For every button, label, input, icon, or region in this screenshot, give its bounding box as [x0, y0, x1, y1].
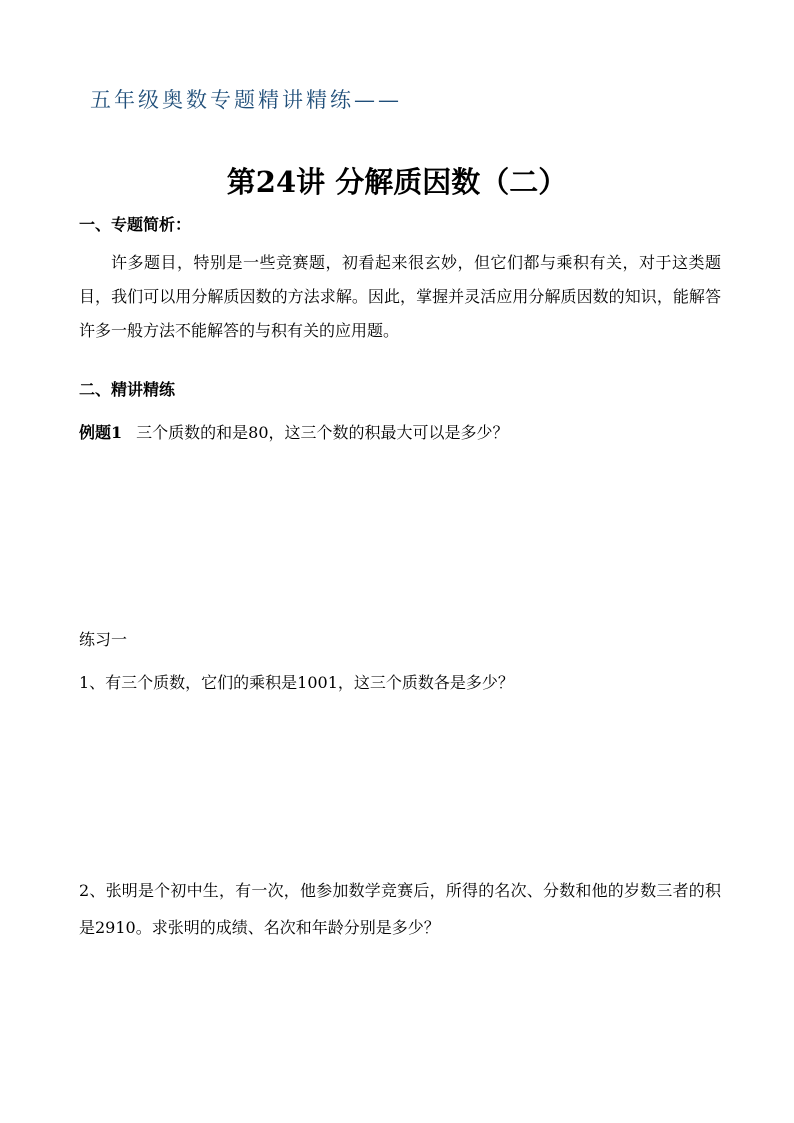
- series-header: 五年级奥数专题精讲精练——: [90, 88, 402, 112]
- example-1-question: 三个质数的和是80，这三个数的积最大可以是多少？: [136, 423, 509, 442]
- practice-question-1: 1、有三个质数，它们的乘积是1001，这三个质数各是多少？: [79, 673, 514, 692]
- section-heading-analysis: 一、专题简析：: [79, 215, 192, 234]
- lecture-title: 第24讲 分解质因数（二）: [226, 165, 568, 199]
- example-1: [79, 420, 509, 443]
- example-1-label: 例题1: [79, 423, 123, 442]
- practice-question-2: 2、张明是个初中生，有一次，他参加数学竞赛后，所得的名次、分数和他的岁数三者的积是2910。求张明的成绩、名次和年龄分别是多少？: [79, 881, 721, 937]
- practice-heading: 练习一: [79, 630, 128, 649]
- analysis-paragraph: 许多题目，特别是一些竞赛题，初看起来很玄妙，但它们都与乘积有关，对于这类题目，我们可以用分解质因数的方法求解。因此，掌握并灵活应用分解质因数的知识，能解答许多一般方法不能解答的与积有关的应用题。: [79, 253, 721, 340]
- section-heading-practice: 二、精讲精练: [79, 380, 176, 399]
